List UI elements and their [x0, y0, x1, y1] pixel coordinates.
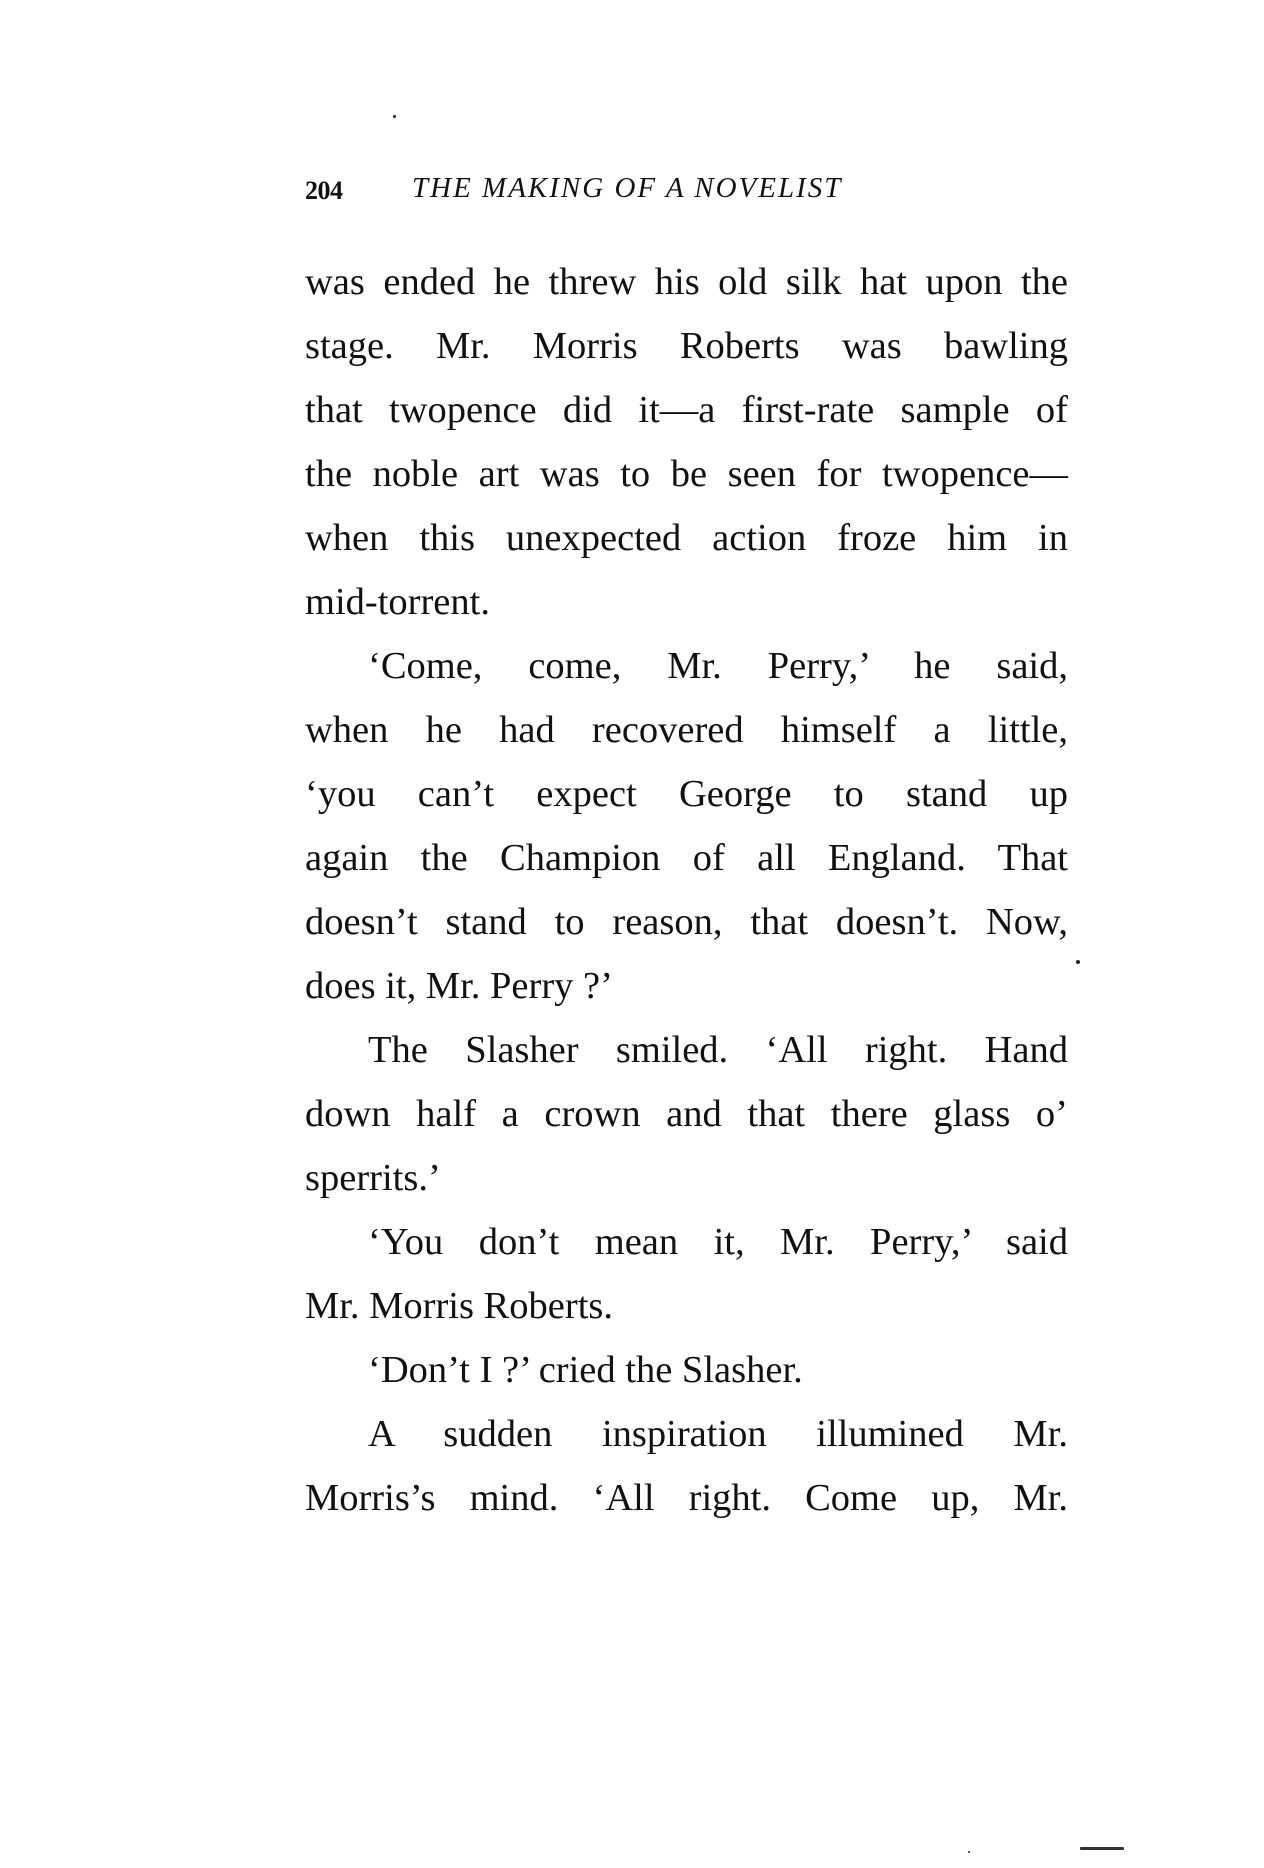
text-line: down half a crown and that there glass o’ [305, 1093, 1068, 1135]
ink-speck [1076, 960, 1080, 964]
text-line: that twopence did it—a first-rate sample of [305, 389, 1068, 431]
text-line: ‘You don’t mean it, Mr. Perry,’ said [368, 1221, 1068, 1263]
text-line: ‘Come, come, Mr. Perry,’ he said, [368, 645, 1068, 687]
text-line: was ended he threw his old silk hat upon the [305, 261, 1068, 303]
page-header [305, 172, 1065, 212]
text-line: the noble art was to be seen for twopence— [305, 453, 1068, 495]
text-line: ‘you can’t expect George to stand up [305, 773, 1068, 815]
text-line: The Slasher smiled. ‘All right. Hand [368, 1029, 1068, 1071]
running-title: THE MAKING OF A NOVELIST [412, 172, 843, 204]
text-line: A sudden inspiration illumined Mr. [368, 1413, 1068, 1455]
text-line: ‘Don’t I ?’ cried the Slasher. [368, 1349, 803, 1391]
text-line: sperrits.’ [305, 1157, 441, 1199]
page-number: 204 [305, 176, 343, 205]
ink-speck [393, 115, 396, 118]
text-line: doesn’t stand to reason, that doesn’t. Now, [305, 901, 1068, 943]
text-line: mid-torrent. [305, 581, 490, 623]
text-line: when he had recovered himself a little, [305, 709, 1068, 751]
text-line: when this unexpected action froze him in [305, 517, 1068, 559]
text-line: stage. Mr. Morris Roberts was bawling [305, 325, 1068, 367]
ink-mark [1080, 1847, 1124, 1850]
text-line: Mr. Morris Roberts. [305, 1285, 613, 1327]
ink-speck [968, 1851, 970, 1853]
text-line: again the Champion of all England. That [305, 837, 1068, 879]
text-line: Morris’s mind. ‘All right. Come up, Mr. [305, 1477, 1068, 1519]
text-line: does it, Mr. Perry ?’ [305, 965, 613, 1007]
body-text [305, 250, 1068, 1530]
